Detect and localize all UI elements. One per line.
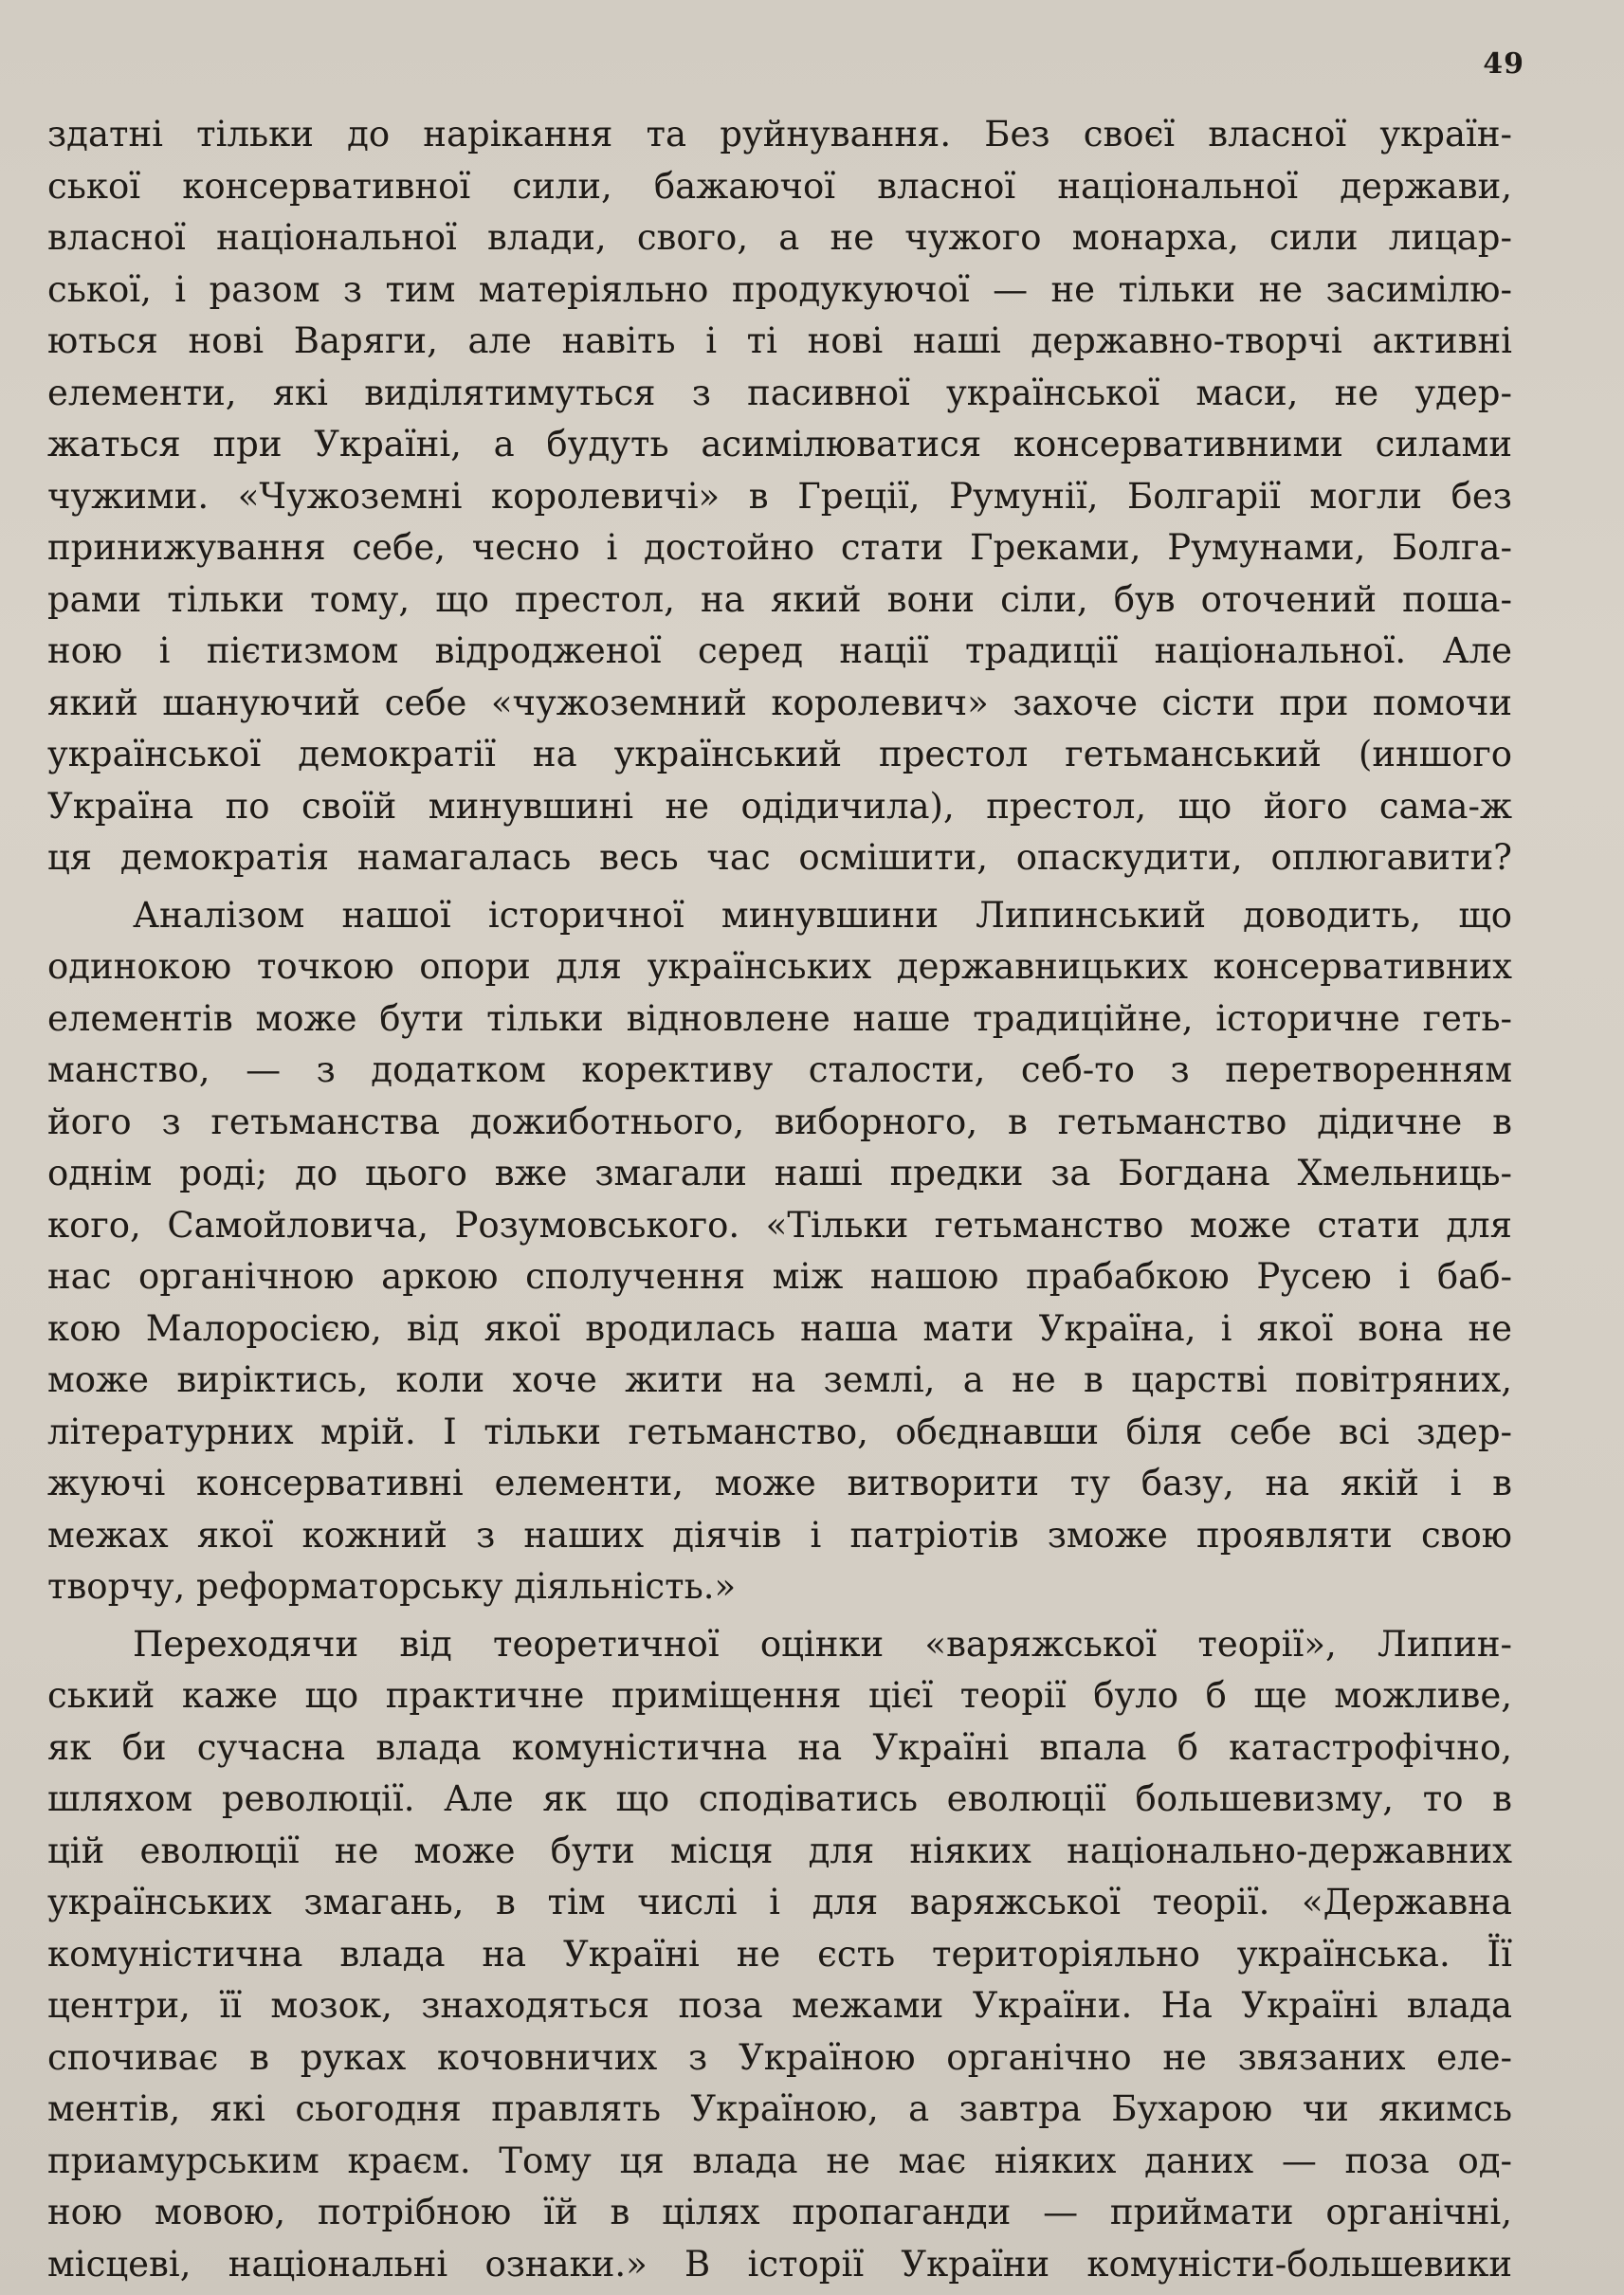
text-line: спочиває в руках кочовничих з Україною органічно не звязаних еле- [47,2036,1512,2078]
text-line: одинокою точкою опори для українських державницьких консервативних [47,946,1512,987]
paragraph-3 [47,1619,1512,2291]
text-line: здатні тільки до нарікання та руйнування. Без своєї власної україн- [47,114,1512,155]
text-line: власної національної влади, свого, а не чужого монарха, сили лицар- [47,217,1512,258]
text-line: його з гетьманства дожиботнього, виборного, в гетьманство дідичне в [47,1101,1512,1142]
text-line: ської, і разом з тим матеріяльно продукуючої — не тільки не засимілю- [47,268,1512,310]
text-line: ментів, які сьогодня правлять Україною, а завтра Бухарою чи якимсь [47,2088,1512,2129]
text-line: нас органічною аркою сполучення між нашою прабабкою Русею і баб- [47,1256,1512,1297]
text-line: кою Малоросією, від якої вродилась наша мати Україна, і якої вона не [47,1307,1512,1349]
text-line: ною і пієтизмом відродженої серед нації традиції національної. Але [47,630,1512,671]
text-line: як би сучасна влада комуністична на Україні впала б катастрофічно, [47,1726,1512,1768]
paragraph-2 [47,890,1512,1613]
text-line: приамурським краєм. Тому ця влада не має ніяких даних — поза од- [47,2140,1512,2181]
text-line: ський каже що практичне приміщення цієї теорії було б ще можливе, [47,1675,1512,1716]
paragraph-1 [47,109,1512,884]
text-line: межах якої кожний з наших діячів і патріотів зможе проявляти свою [47,1514,1512,1556]
text-line: який шануючий себе «чужоземний королевич» захоче сісти при помочи [47,682,1512,723]
text-line: чужими. «Чужоземні королевичі» в Греції, Румунії, Болгарії могли без [47,475,1512,517]
text-line: принижування себе, чесно і достойно стати Греками, Румунами, Болга- [47,527,1512,568]
text-line: елементи, які виділятимуться з пасивної української маси, не удер- [47,372,1512,413]
text-line: української демократії на український престол гетьманський (иншого [47,734,1512,774]
text-line: творчу, реформаторську діяльність.» [47,1566,737,1607]
text-line: ються нові Варяги, але навіть і ті нові наші державно-творчі активні [47,320,1512,361]
text-line: Україна по своїй минувшині не одідичила), престол, що його сама-ж [47,785,1512,827]
text-line: цій еволюції не може бути місця для ніяких національно-державних [47,1830,1512,1871]
text-line: центри, її мозок, знаходяться поза межами України. На Україні влада [47,1985,1512,2026]
text-line: ської консервативної сили, бажаючої власної національної держави, [47,165,1512,207]
text-line: манство, — з додатком корективу сталости, себ-то з перетворенням [47,1049,1512,1090]
text-line: кого, Самойловича, Розумовського. «Тільки гетьманство може стати для [47,1204,1512,1246]
text-line: може виріктись, коли хоче жити на землі, а не в царстві повітряних, [47,1359,1512,1400]
body-text [47,109,1512,2290]
text-line: однім роді; до цього вже змагали наші предки за Богдана Хмельниць- [47,1153,1512,1193]
text-line: Переходячи від теоретичної оцінки «варяжської теорії», Липин- [133,1623,1512,1665]
text-line: елементів може бути тільки відновлене наше традиційне, історичне геть- [47,997,1512,1039]
text-line: літературних мрій. І тільки гетьманство, обєднавши біля себе всі здер- [47,1411,1512,1452]
text-line: Аналізом нашої історичної минувшини Липинський доводить, що [133,894,1512,936]
text-line: місцеві, національні ознаки.» В історії України комуністи-большевики [47,2243,1512,2285]
text-line: шляхом революції. Але як що сподіватись еволюції большевизму, то в [47,1778,1512,1819]
page-number: 49 [1483,47,1524,81]
text-line: рами тільки тому, що престол, на який вони сіли, був оточений поша- [47,578,1512,620]
text-line: ця демократія намагалась весь час осмішити, опаскудити, оплюгавити? [47,837,1512,878]
text-line: українських змагань, в тім числі і для варяжської теорії. «Державна [47,1882,1512,1922]
text-line: комуністична влада на Україні не єсть територіяльно українська. Її [47,1933,1512,1975]
text-line: жаться при Україні, а будуть асимілюватися консервативними силами [47,424,1512,464]
text-line: ною мовою, потрібною їй в цілях пропаганди — приймати органічні, [47,2192,1512,2232]
text-line: жуючі консервативні елементи, може витворити ту базу, на якій і в [47,1463,1512,1503]
